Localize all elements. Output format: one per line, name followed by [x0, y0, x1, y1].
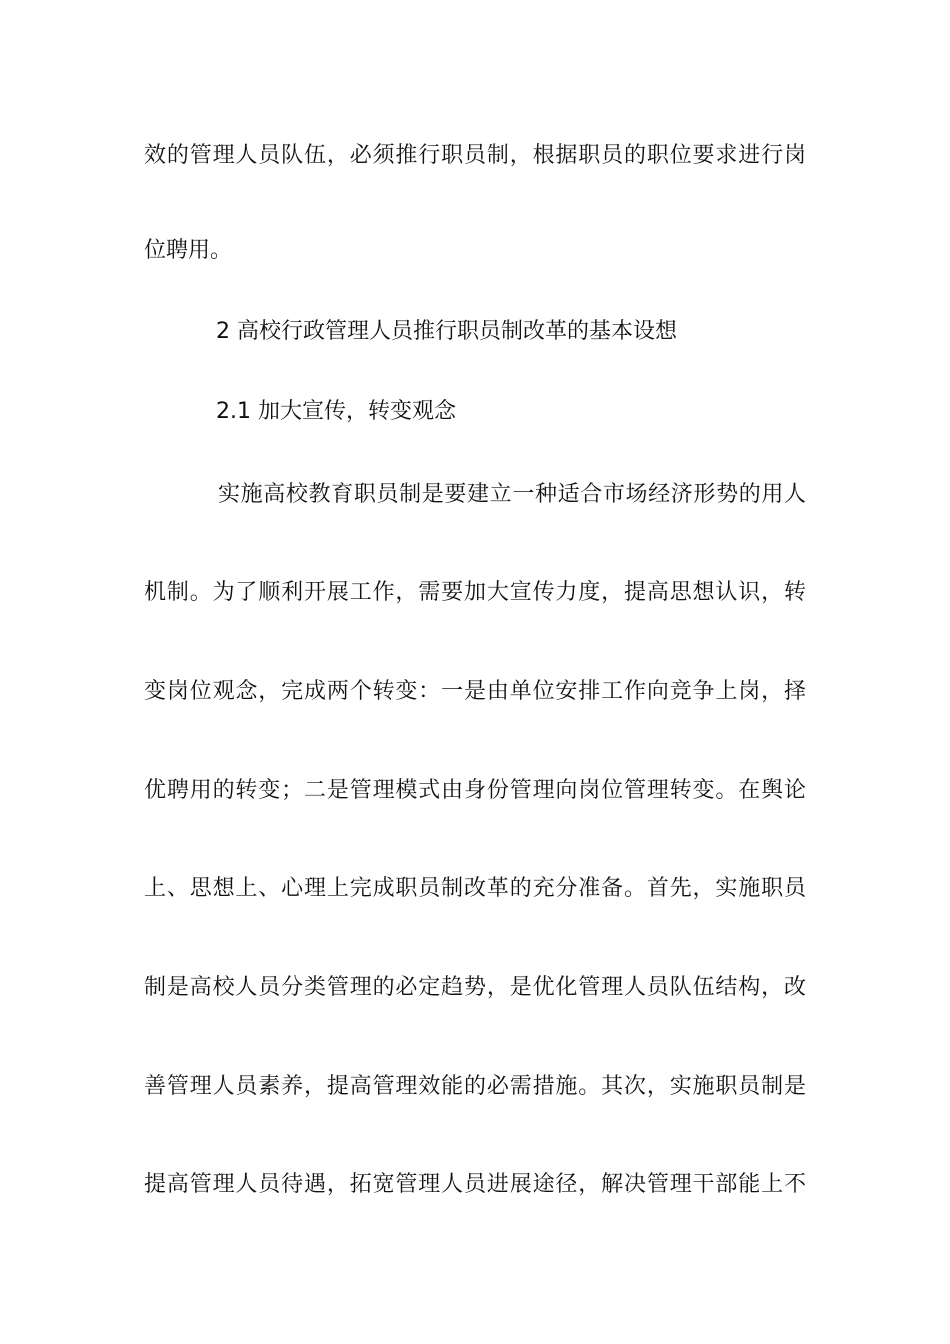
paragraph-line: 变岗位观念，完成两个转变：一是由单位安排工作向竞争上岗，择	[144, 679, 806, 704]
paragraph-line: 优聘用的转变；二是管理模式由身份管理向岗位管理转变。在舆论	[144, 778, 806, 803]
paragraph-line: 善管理人员素养，提高管理效能的必需措施。其次，实施职员制是	[144, 1074, 806, 1099]
paragraph-line: 实施高校教育职员制是要建立一种适合市场经济形势的用人	[218, 482, 806, 507]
paragraph-line: 位聘用。	[144, 238, 233, 263]
paragraph-line: 效的管理人员队伍，必须推行职员制，根据职员的职位要求进行岗	[144, 143, 806, 168]
section-heading: 2 高校行政管理人员推行职员制改革的基本设想	[216, 319, 677, 344]
paragraph-line: 提高管理人员待遇，拓宽管理人员进展途径，解决管理干部能上不	[144, 1172, 806, 1197]
paragraph-line: 上、思想上、心理上完成职员制改革的充分准备。首先，实施职员	[144, 876, 806, 901]
paragraph-line: 制是高校人员分类管理的必定趋势，是优化管理人员队伍结构，改	[144, 975, 806, 1000]
subsection-heading: 2.1 加大宣传，转变观念	[216, 399, 456, 424]
paragraph-line: 机制。为了顺利开展工作，需要加大宣传力度，提高思想认识，转	[144, 580, 806, 605]
